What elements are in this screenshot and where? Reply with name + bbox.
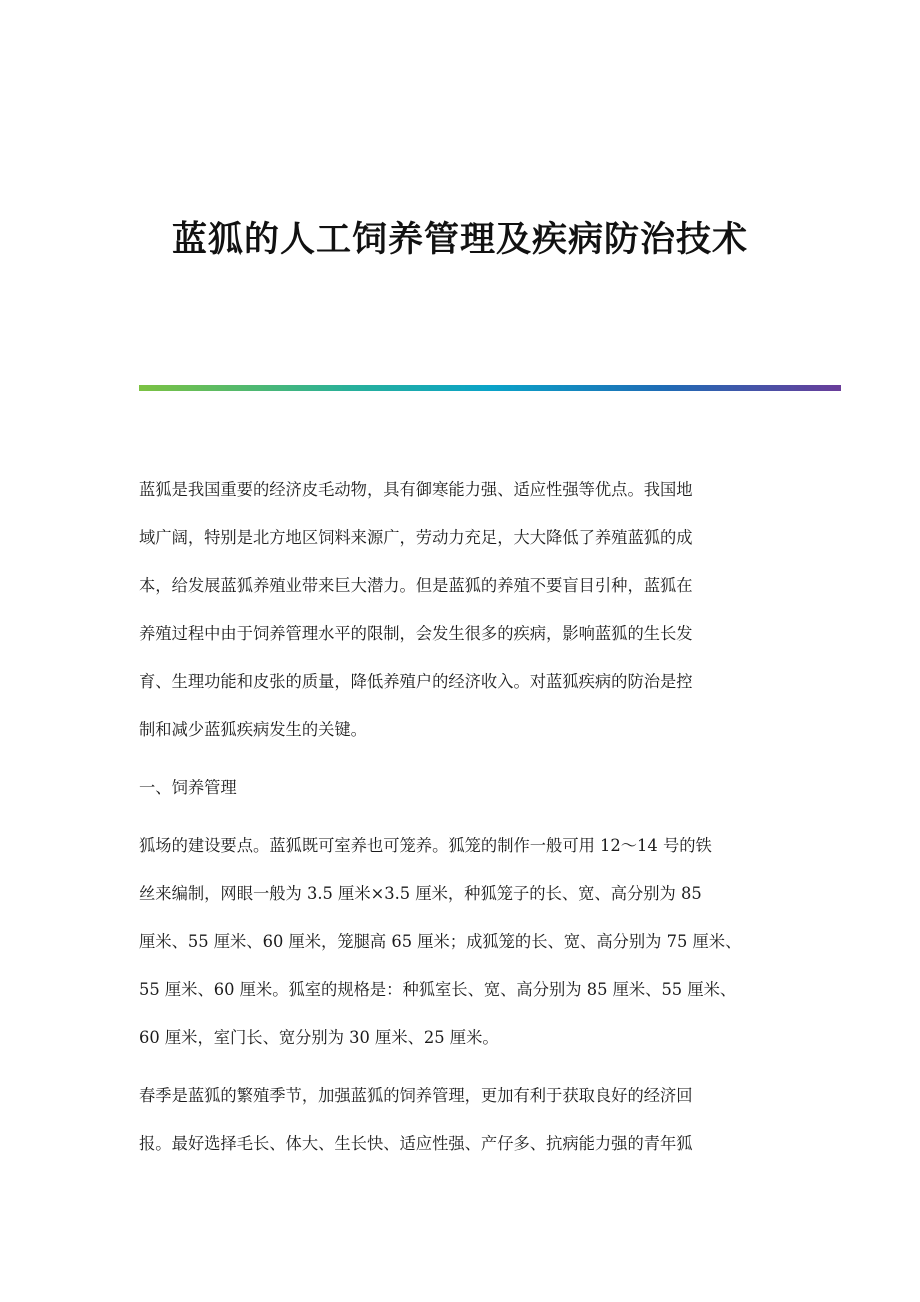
text-line: 狐场的建设要点。蓝狐既可室养也可笼养。狐笼的制作一般可用 12～14 号的铁 (139, 836, 712, 855)
paragraph-spacer (139, 812, 799, 822)
section-heading-text: 一、饲养管理 (139, 778, 237, 797)
text-line: 养殖过程中由于饲养管理水平的限制，会发生很多的疾病，影响蓝狐的生长发 (139, 624, 693, 643)
text-line: 报。最好选择毛长、体大、生长快、适应性强、产仔多、抗病能力强的青年狐 (139, 1134, 693, 1153)
paragraph-spacer (139, 754, 799, 764)
paragraph-spacer (139, 1062, 799, 1072)
text-line: 春季是蓝狐的繁殖季节，加强蓝狐的饲养管理，更加有利于获取良好的经济回 (139, 1086, 693, 1105)
text-line: 丝来编制，网眼一般为 3.5 厘米×3.5 厘米，种狐笼子的长、宽、高分别为 85 (139, 884, 702, 903)
document-body (139, 466, 799, 1168)
text-line: 60 厘米，室门长、宽分别为 30 厘米、25 厘米。 (139, 1028, 499, 1047)
paragraph-intro (139, 466, 799, 754)
title-divider (139, 385, 841, 391)
document-title: 蓝狐的人工饲养管理及疾病防治技术 (171, 219, 748, 260)
text-line: 本，给发展蓝狐养殖业带来巨大潜力。但是蓝狐的养殖不要盲目引种，蓝狐在 (139, 576, 693, 595)
text-line: 育、生理功能和皮张的质量，降低养殖户的经济收入。对蓝狐疾病的防治是控 (139, 672, 693, 691)
text-line: 制和减少蓝狐疾病发生的关键。 (139, 720, 367, 739)
section-heading (139, 764, 799, 812)
text-line: 域广阔，特别是北方地区饲料来源广，劳动力充足，大大降低了养殖蓝狐的成 (139, 528, 693, 547)
text-line: 55 厘米、60 厘米。狐室的规格是：种狐室长、宽、高分别为 85 厘米、55 厘米、 (139, 980, 737, 999)
paragraph-spring-breeding (139, 1072, 799, 1168)
text-line: 厘米、55 厘米、60 厘米，笼腿高 65 厘米；成狐笼的长、宽、高分别为 75 厘米、 (139, 932, 742, 951)
text-line: 蓝狐是我国重要的经济皮毛动物，具有御寒能力强、适应性强等优点。我国地 (139, 480, 693, 499)
paragraph-farm-construction (139, 822, 799, 1062)
